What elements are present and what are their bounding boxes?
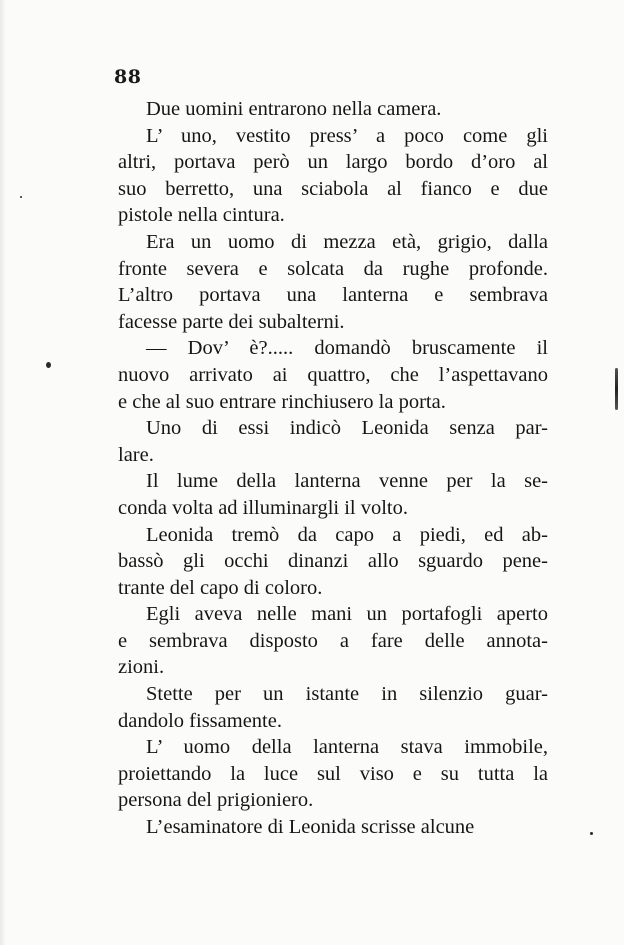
body-text bbox=[118, 96, 548, 841]
paragraph bbox=[118, 522, 548, 602]
text-line: lare. bbox=[118, 443, 154, 466]
margin-mark bbox=[615, 368, 618, 410]
paragraph bbox=[118, 734, 548, 814]
paragraph bbox=[118, 468, 548, 521]
text-line: fronte severa e solcata da rughe profonde. bbox=[118, 257, 548, 280]
text-line: facesse parte dei subalterni. bbox=[118, 310, 345, 333]
text-line: pistole nella cintura. bbox=[118, 204, 285, 227]
text-line: zioni. bbox=[118, 656, 165, 679]
paragraph bbox=[118, 814, 548, 841]
text-line: altri, portava però un largo bordo d’oro al bbox=[118, 151, 548, 174]
text-line: L’ uno, vestito press’ a poco come gli bbox=[146, 124, 548, 147]
text-line: Leonida tremò da capo a piedi, ed ab- bbox=[146, 523, 548, 546]
paragraph bbox=[118, 415, 548, 468]
print-speck bbox=[590, 832, 593, 835]
paragraph bbox=[118, 601, 548, 681]
text-line: L’esaminatore di Leonida scrisse alcune bbox=[146, 816, 475, 839]
text-line: nuovo arrivato ai quattro, che l’aspettavano bbox=[118, 363, 548, 386]
text-line: — Dov’ è?..... domandò bruscamente il bbox=[146, 337, 548, 360]
page-edge-shadow bbox=[0, 0, 6, 945]
text-line: Era un uomo di mezza età, grigio, dalla bbox=[146, 230, 548, 253]
paragraph bbox=[118, 229, 548, 335]
text-line: proiettando la luce sul viso e su tutta la bbox=[118, 762, 548, 785]
text-line: bassò gli occhi dinanzi allo sguardo pene- bbox=[118, 550, 548, 573]
print-speck bbox=[46, 362, 51, 368]
print-speck bbox=[20, 196, 22, 198]
paragraph bbox=[118, 681, 548, 734]
text-line: e che al suo entrare rinchiusero la porta. bbox=[118, 390, 446, 413]
text-line: persona del prigioniero. bbox=[118, 789, 314, 812]
paragraph bbox=[118, 96, 548, 123]
text-line: trante del capo di coloro. bbox=[118, 576, 323, 599]
text-line: conda volta ad illuminargli il volto. bbox=[118, 496, 408, 519]
text-line: Due uomini entrarono nella camera. bbox=[146, 98, 442, 120]
text-line: Stette per un istante in silenzio guar- bbox=[146, 683, 548, 706]
text-line: suo berretto, una sciabola al fianco e due bbox=[118, 177, 548, 200]
text-line: dandolo fissamente. bbox=[118, 709, 282, 732]
text-line: Egli aveva nelle mani un portafogli aperto bbox=[146, 603, 548, 626]
paragraph bbox=[118, 123, 548, 229]
text-line: L’ uomo della lanterna stava immobile, bbox=[146, 736, 548, 759]
paragraph bbox=[118, 335, 548, 415]
text-line: Il lume della lanterna venne per la se- bbox=[146, 470, 548, 493]
text-line: e sembrava disposto a fare delle annota- bbox=[118, 629, 548, 652]
page-number: 88 bbox=[114, 66, 142, 88]
text-line: Uno di essi indicò Leonida senza par- bbox=[146, 417, 548, 440]
text-line: L’altro portava una lanterna e sembrava bbox=[118, 284, 548, 307]
